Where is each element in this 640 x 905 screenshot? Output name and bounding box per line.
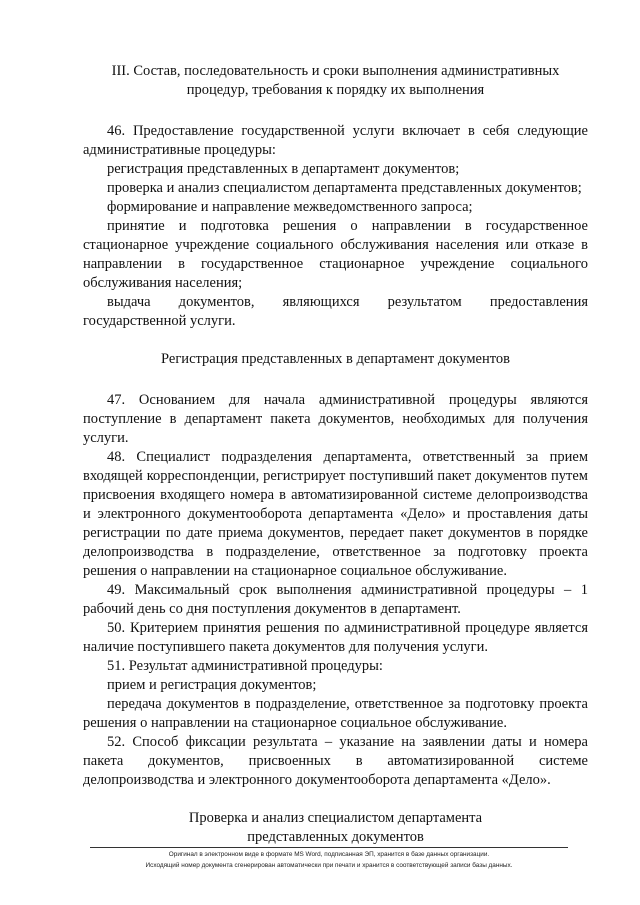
section-title-line-1: III. Состав, последовательность и сроки выполнения административных xyxy=(111,63,560,79)
list-item: проверка и анализ специалистом департамента представленных документов; xyxy=(107,180,582,196)
paragraph-51: 51. Результат административной процедуры: xyxy=(107,658,383,674)
list-item: принятие и подготовка решения о направлении в государственное стационарное учреждение социального обслуживания населения или отказе в направлении в государственное стационарное учреждение социального обслуживания населения; xyxy=(83,218,588,291)
subsection-title-verification-line-2: представленных документов xyxy=(247,829,424,845)
paragraph-48: 48. Специалист подразделения департамента, ответственный за прием входящей корреспонденции, регистрирует поступивший пакет документов путем присвоения входящего номера в автоматизированной системе делопроизводства и электронного документооборота департамента «Дело» и проставления даты регистрации по дате приема документов, передает пакет документов в порядке делопроизводства в подразделение, ответственное за подготовку проекта решения о направлении на стационарное социальное обслуживание. xyxy=(83,449,588,579)
subsection-title-verification-line-1: Проверка и анализ специалистом департамента xyxy=(188,810,483,826)
list-item: формирование и направление межведомственного запроса; xyxy=(107,199,473,215)
paragraph-50: 50. Критерием принятия решения по административной процедуре является наличие поступившего пакета документов для получения услуги. xyxy=(83,620,588,655)
footer-line-1: Оригинал в электронном виде в формате MS Word, подписанная ЭП, хранится в базе данных организации. xyxy=(168,851,490,858)
list-item: передача документов в подразделение, ответственное за подготовку проекта решения о направлении на стационарное социальное обслуживание. xyxy=(83,696,588,731)
paragraph-49: 49. Максимальный срок выполнения административной процедуры – 1 рабочий день со дня поступления документов в департамент. xyxy=(83,582,588,617)
list-item: прием и регистрация документов; xyxy=(107,677,317,693)
list-item: регистрация представленных в департамент документов; xyxy=(107,161,460,177)
document-body xyxy=(83,62,588,847)
subsection-title-registration: Регистрация представленных в департамент документов xyxy=(161,351,510,367)
paragraph-47: 47. Основанием для начала административной процедуры являются поступление в департамент пакета документов, необходимых для получения услуги. xyxy=(83,392,588,446)
paragraph-46: 46. Предоставление государственной услуги включает в себя следующие административные процедуры: xyxy=(83,123,588,158)
section-title-line-2: процедур, требования к порядку их выполнения xyxy=(186,82,485,98)
list-item: выдача документов, являющихся результатом предоставления государственной услуги. xyxy=(83,294,588,329)
paragraph-52: 52. Способ фиксации результата – указание на заявлении даты и номера пакета документов, присвоенных в автоматизированной системе делопроизводства и электронного документооборота департамента «Дело». xyxy=(83,734,588,788)
footer-line-2: Исходящий номер документа сгенерирован автоматически при печати и хранится в соответствующей записи базы данных. xyxy=(145,862,513,869)
page-footer xyxy=(90,847,568,871)
